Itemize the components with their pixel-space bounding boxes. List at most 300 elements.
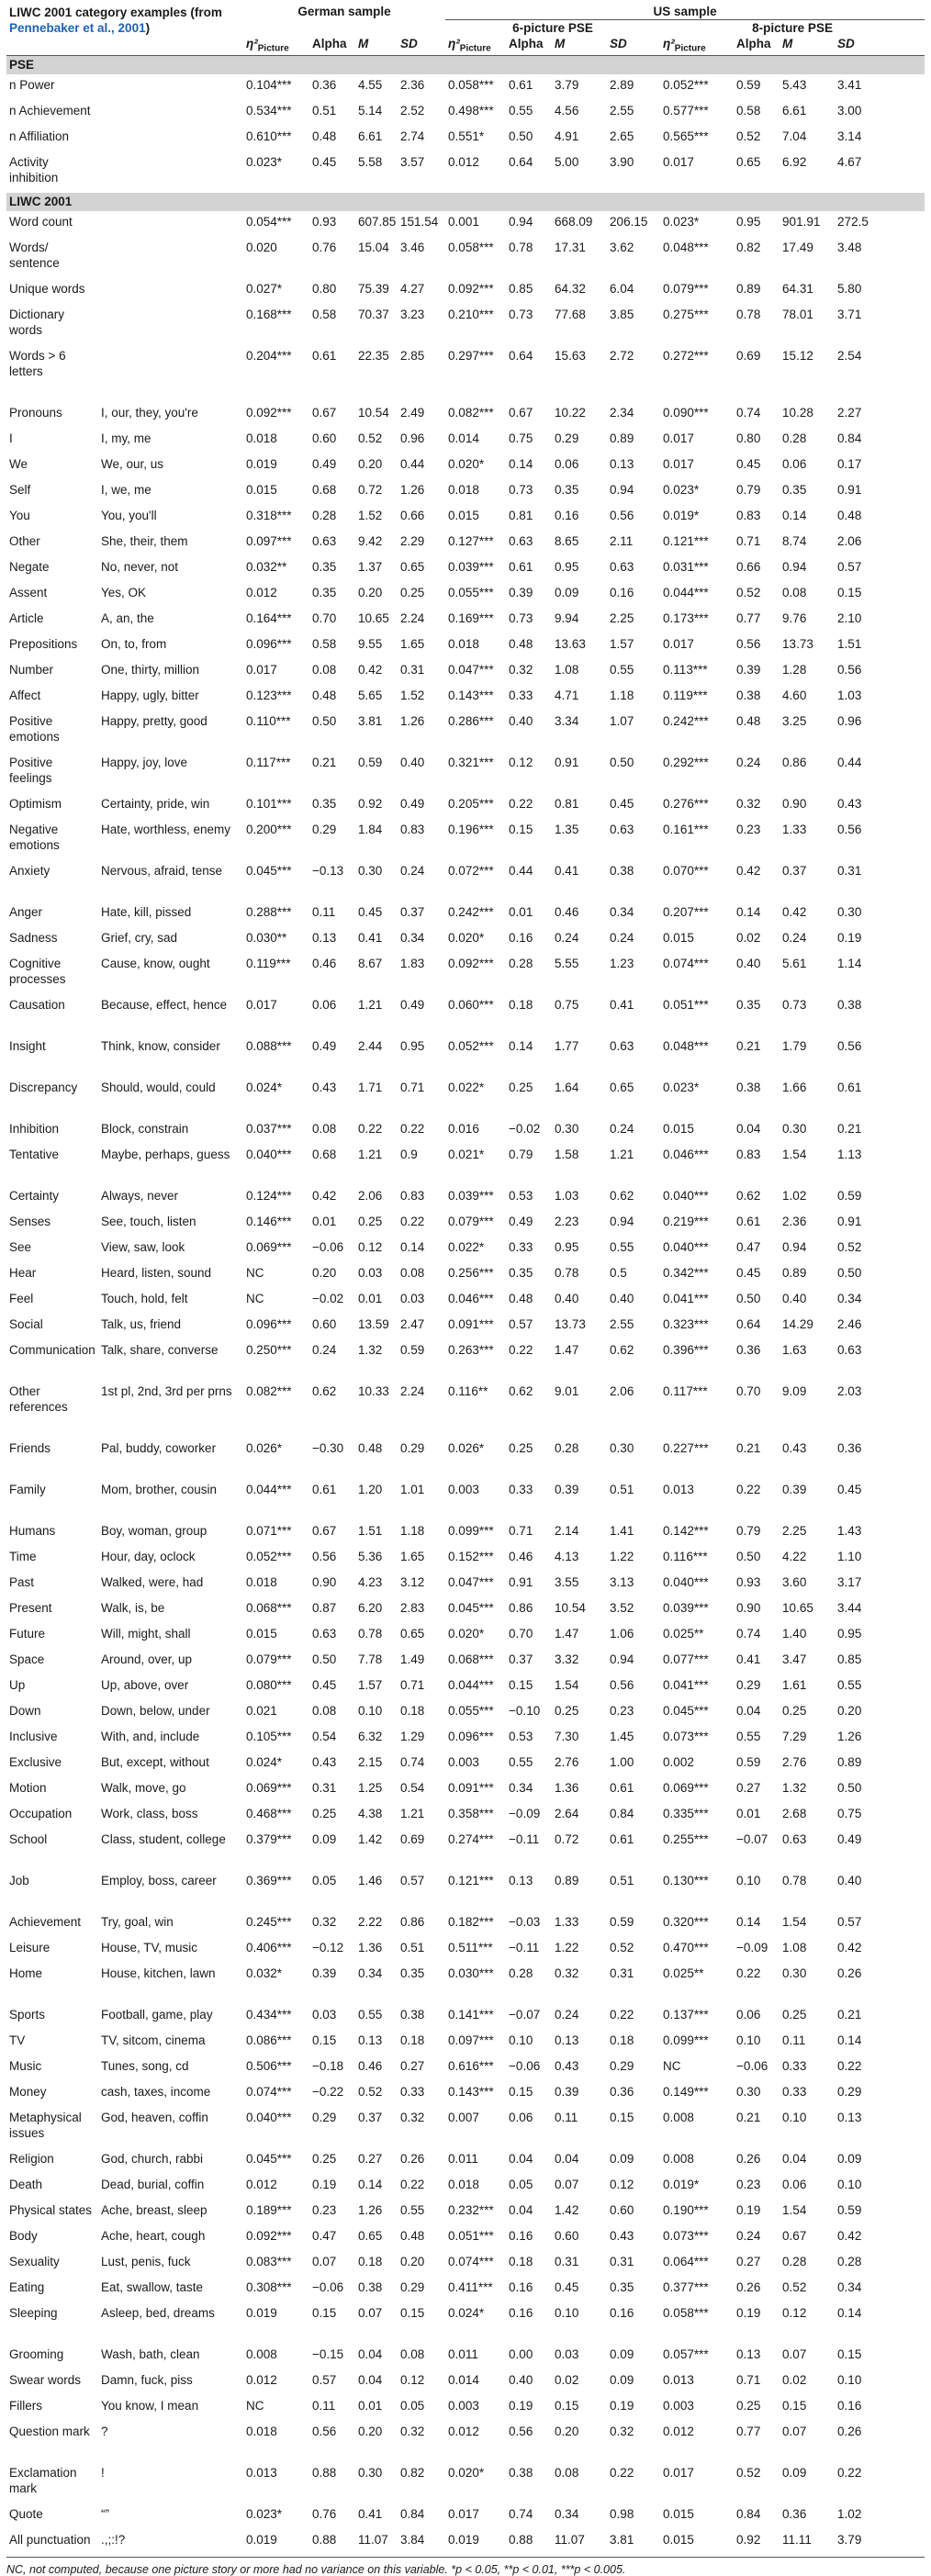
table-cell: 0.84 [400, 2506, 425, 2521]
table-cell: 0.017 [246, 662, 277, 677]
table-cell: 0.93 [736, 1574, 761, 1589]
category-examples [98, 237, 243, 278]
category-examples: I, our, they, you're [101, 405, 198, 420]
table-cell: 0.26 [736, 2151, 761, 2166]
table-row [6, 2302, 925, 2344]
table-row [6, 1726, 925, 1752]
table-cell: 1.29 [400, 1729, 425, 1743]
table-cell: 0.45 [736, 456, 761, 471]
table-cell: 0.04 [509, 2202, 533, 2217]
category-label: Question mark [9, 2424, 90, 2438]
table-cell: 1.52 [358, 508, 383, 522]
table-cell: 0.014 [448, 431, 479, 445]
table-cell: 0.369*** [246, 1873, 292, 1887]
category-label: Money [9, 2084, 47, 2099]
table-cell: 0.15 [837, 2346, 862, 2361]
category-label: Number [9, 662, 54, 677]
table-cell: 3.81 [358, 713, 383, 728]
table-cell: 0.60 [610, 2202, 634, 2217]
table-cell: 0.63 [837, 1342, 862, 1357]
table-cell: 0.068*** [448, 1652, 494, 1666]
table-cell: 0.27 [736, 1780, 761, 1795]
table-cell: 0.318*** [246, 508, 292, 522]
table-cell: 3.55 [555, 1574, 579, 1589]
table-cell: 0.12 [610, 2177, 634, 2191]
category-examples: Wash, bath, clean [101, 2346, 200, 2361]
table-cell: 0.046*** [448, 1291, 494, 1305]
table-cell: 0.14 [736, 904, 761, 919]
table-row [6, 1623, 925, 1649]
table-cell: 0.023* [246, 2506, 283, 2521]
table-cell: 0.22 [610, 2007, 634, 2022]
table-cell: 0.65 [610, 1080, 634, 1094]
table-cell: 0.31 [555, 2254, 579, 2268]
table-cell: 0.81 [555, 796, 579, 811]
table-cell: 0.60 [312, 1316, 337, 1331]
table-cell: 1.71 [358, 1080, 383, 1094]
category-examples [98, 211, 243, 237]
table-cell: 0.04 [358, 2372, 383, 2387]
table-cell: 1.08 [782, 1940, 807, 1954]
table-cell: 0.017 [663, 431, 694, 445]
table-cell: 0.32 [736, 796, 761, 811]
table-cell: 0.20 [358, 456, 383, 471]
table-cell: 1.22 [555, 1940, 579, 1954]
table-cell: 4.55 [358, 77, 383, 92]
table-cell: 0.01 [358, 1291, 383, 1305]
table-cell: 0.16 [610, 2305, 634, 2320]
category-label: Other [9, 533, 40, 548]
table-cell: 0.65 [736, 154, 761, 169]
table-row [6, 1870, 925, 1911]
table-cell: 0.61 [610, 1831, 634, 1846]
category-label: Anger [9, 904, 43, 919]
category-label: Word count [9, 214, 73, 229]
table-row [6, 752, 925, 793]
category-label: Physical states [9, 2202, 93, 2217]
table-cell: 0.39 [555, 2084, 579, 2099]
table-cell: 0.015 [246, 1626, 277, 1641]
table-cell: 0.91 [837, 1214, 862, 1228]
category-examples: Lust, penis, fuck [101, 2254, 191, 2268]
table-cell: 0.32 [509, 662, 533, 677]
table-cell: 0.51 [610, 1482, 634, 1496]
table-cell: 0.008 [663, 2151, 694, 2166]
table-cell: 0.88 [312, 2465, 337, 2480]
table-cell: 1.02 [837, 2506, 862, 2521]
category-examples: I, my, me [101, 431, 151, 445]
category-examples: Happy, joy, love [101, 755, 188, 769]
table-cell: 0.032* [246, 1966, 283, 1980]
table-cell: 0.29 [312, 822, 337, 836]
table-cell: 0.06 [782, 456, 807, 471]
table-cell: 0.57 [509, 1316, 533, 1331]
table-row [6, 1211, 925, 1237]
table-cell: 0.79 [509, 1147, 533, 1161]
table-cell: 0.78 [555, 1265, 579, 1280]
table-cell: 17.49 [782, 240, 813, 254]
category-label: Social [9, 1316, 43, 1331]
table-row [6, 2225, 925, 2251]
table-cell: 1.79 [782, 1038, 807, 1053]
category-examples: But, except, without [101, 1754, 209, 1769]
table-cell: 3.84 [400, 2532, 425, 2547]
table-cell: 0.56 [610, 508, 634, 522]
table-cell: 1.54 [782, 2202, 807, 2217]
category-label: Negative emotions [9, 822, 60, 852]
table-cell: 6.61 [782, 103, 807, 118]
table-cell: 0.65 [400, 559, 425, 574]
table-cell: 2.27 [837, 405, 862, 420]
table-cell: 0.143*** [448, 688, 494, 702]
table-cell: 0.34 [837, 2279, 862, 2294]
category-label: See [9, 1239, 32, 1254]
table-cell: 0.10 [509, 2033, 533, 2047]
table-cell: 0.75 [555, 997, 579, 1012]
table-cell: 5.61 [782, 956, 807, 970]
table-row [6, 2107, 925, 2148]
table-cell: 0.57 [400, 1873, 425, 1887]
table-cell: 0.020* [448, 1626, 485, 1641]
table-row [6, 556, 925, 582]
table-cell: 0.24 [782, 930, 807, 945]
table-cell: 3.60 [782, 1574, 807, 1589]
table-cell: 0.39 [555, 1482, 579, 1496]
table-cell: 2.72 [610, 348, 634, 363]
table-cell: 1.13 [837, 1147, 862, 1161]
table-row [6, 479, 925, 505]
table-cell: 0.396*** [663, 1342, 709, 1357]
table-cell: 4.22 [782, 1549, 807, 1563]
table-cell: 1.26 [837, 1729, 862, 1743]
table-row [6, 1288, 925, 1314]
table-cell: 15.63 [555, 348, 586, 363]
table-cell: 0.017 [663, 154, 694, 169]
table-cell: 3.79 [837, 2532, 862, 2547]
table-cell: 0.47 [312, 2228, 337, 2243]
table-cell: 0.47 [736, 1239, 761, 1254]
table-cell: 1.21 [610, 1147, 634, 1161]
table-cell: 77.68 [555, 307, 586, 321]
table-cell: 0.161*** [663, 822, 709, 836]
table-cell: NC [663, 2058, 681, 2073]
table-cell: 0.59 [358, 755, 383, 769]
table-cell: 0.40 [509, 713, 533, 728]
category-label: Family [9, 1482, 46, 1496]
table-cell: 0.052*** [663, 77, 709, 92]
table-cell: 15.04 [358, 240, 389, 254]
table-row [6, 2251, 925, 2277]
table-cell: 0.003 [448, 2398, 479, 2413]
table-cell: 0.77 [736, 2424, 761, 2438]
table-cell: 0.82 [736, 240, 761, 254]
table-cell: 0.079*** [448, 1214, 494, 1228]
table-cell: 0.007 [448, 2110, 479, 2124]
table-cell: 0.33 [509, 1482, 533, 1496]
table-cell: 0.56 [736, 636, 761, 651]
table-cell: 0.21 [736, 1038, 761, 1053]
table-cell: 0.20 [358, 2424, 383, 2438]
table-cell: 0.15 [509, 2084, 533, 2099]
table-cell: 0.38 [358, 2279, 383, 2294]
table-row [6, 1077, 925, 1118]
table-cell: 0.013 [246, 2465, 277, 2480]
table-cell: 2.06 [610, 1383, 634, 1398]
table-cell: 0.26 [736, 2279, 761, 2294]
table-cell: 2.55 [610, 103, 634, 118]
table-cell: 0.30 [555, 1121, 579, 1136]
table-cell: 1.06 [610, 1626, 634, 1641]
table-cell: 0.12 [400, 2372, 425, 2387]
table-cell: 1.21 [358, 1147, 383, 1161]
table-cell: 0.077*** [663, 1652, 709, 1666]
table-cell: 9.01 [555, 1383, 579, 1398]
table-cell: 0.040*** [663, 1239, 709, 1254]
table-cell: 0.011 [448, 2151, 478, 2166]
table-cell: 0.275*** [663, 307, 709, 321]
table-cell: 0.019 [246, 2305, 277, 2320]
table-cell: 0.37 [509, 1652, 533, 1666]
table-cell: 1.23 [610, 956, 634, 970]
table-cell: 0.13 [509, 1873, 533, 1887]
table-cell: 8.67 [358, 956, 383, 970]
table-cell: 0.50 [312, 1652, 337, 1666]
table-cell: 0.116*** [663, 1549, 708, 1563]
table-cell: 0.19 [610, 2398, 634, 2413]
table-cell: 0.61 [509, 559, 533, 574]
table-cell: 1.20 [358, 1482, 383, 1496]
table-cell: NC [246, 2398, 264, 2413]
table-cell: 4.67 [837, 154, 862, 169]
table-cell: 0.15 [782, 2398, 807, 2413]
table-cell: 0.20 [400, 2254, 425, 2268]
table-cell: 0.045*** [663, 1703, 709, 1718]
table-cell: 0.30 [610, 1440, 634, 1455]
table-cell: 0.219*** [663, 1214, 709, 1228]
table-cell: 0.90 [736, 1600, 761, 1615]
table-cell: 0.65 [358, 2228, 383, 2243]
table-cell: −0.11 [509, 1831, 540, 1846]
table-cell: 0.61 [312, 348, 337, 363]
table-cell: 0.164*** [246, 610, 292, 625]
table-cell: 0.14 [736, 1914, 761, 1929]
table-cell: 1.45 [610, 1729, 634, 1743]
table-cell: −0.15 [312, 2346, 344, 2361]
table-cell: 0.35 [610, 2279, 634, 2294]
table-cell: 0.22 [736, 1482, 761, 1496]
category-label: Home [9, 1966, 43, 1980]
table-cell: 70.37 [358, 307, 389, 321]
table-row [6, 1597, 925, 1623]
category-label: We [9, 456, 28, 471]
table-cell: 0.71 [509, 1523, 533, 1538]
table-cell: 0.38 [736, 688, 761, 702]
table-cell: 0.052*** [246, 1549, 292, 1563]
table-cell: 0.22 [400, 2177, 425, 2191]
table-row [6, 2081, 925, 2107]
table-cell: 7.04 [782, 129, 807, 143]
table-cell: 0.017 [663, 636, 694, 651]
table-cell: 0.10 [837, 2372, 862, 2387]
table-cell: 206.15 [610, 214, 648, 229]
table-cell: 1.57 [358, 1677, 383, 1692]
table-cell: 10.65 [782, 1600, 813, 1615]
table-cell: 0.25 [782, 1703, 807, 1718]
table-cell: 0.34 [837, 1291, 862, 1305]
table-cell: 0.14 [837, 2033, 862, 2047]
table-row [6, 505, 925, 531]
table-cell: 0.11 [555, 2110, 578, 2124]
table-row [6, 711, 925, 752]
table-cell: 0.03 [400, 1291, 425, 1305]
table-row [6, 1118, 925, 1144]
table-cell: 0.021 [246, 1703, 277, 1718]
table-row [6, 1829, 925, 1870]
table-cell: 3.25 [782, 713, 807, 728]
table-cell: NC [246, 1291, 264, 1305]
table-cell: 1.41 [610, 1523, 634, 1538]
table-cell: 0.26 [837, 2424, 862, 2438]
table-cell: 0.59 [610, 1914, 634, 1929]
table-cell: 0.73 [782, 997, 807, 1012]
category-label: Up [9, 1677, 26, 1692]
table-cell: −0.07 [736, 1831, 768, 1846]
table-cell: 0.015 [663, 2532, 694, 2547]
table-cell: 0.34 [610, 904, 634, 919]
table-cell: 0.09 [312, 1831, 337, 1846]
table-cell: 5.65 [358, 688, 383, 702]
table-cell: 0.097*** [448, 2033, 494, 2047]
table-cell: 0.052*** [448, 1038, 494, 1053]
category-examples: Walk, move, go [101, 1780, 186, 1795]
table-cell: 0.90 [782, 796, 807, 811]
table-cell: 0.09 [837, 2151, 862, 2166]
table-cell: 0.047*** [448, 1574, 494, 1589]
table-cell: 0.020* [448, 456, 485, 471]
table-cell: 0.04 [358, 2346, 383, 2361]
table-cell: 0.62 [736, 1188, 761, 1203]
table-cell: 4.23 [358, 1574, 383, 1589]
table-cell: 0.019 [448, 2532, 479, 2547]
table-cell: 8.74 [782, 533, 807, 548]
table-cell: 1.42 [555, 2202, 579, 2217]
category-examples: Because, effect, hence [101, 997, 228, 1012]
table-cell: 0.15 [610, 2110, 634, 2124]
citation-link[interactable]: Pennebaker et al., 2001 [9, 21, 146, 35]
table-cell: 0.59 [400, 1342, 425, 1357]
table-cell: 0.48 [509, 1291, 533, 1305]
category-label: Time [9, 1549, 37, 1563]
table-cell: 0.40 [736, 956, 761, 970]
category-label: Optimism [9, 796, 62, 811]
table-cell: 0.274*** [448, 1831, 494, 1846]
table-cell: −0.22 [312, 2084, 344, 2099]
table-cell: 0.13 [610, 456, 634, 471]
category-examples: No, never, not [101, 559, 179, 574]
category-examples: Always, never [101, 1188, 179, 1203]
table-cell: 0.74 [736, 1626, 761, 1641]
table-cell: 0.272*** [663, 348, 709, 363]
table-cell: 0.045*** [448, 1600, 494, 1615]
table-cell: −0.09 [736, 1940, 768, 1954]
table-cell: 6.61 [358, 129, 383, 143]
header-eta-squared [243, 36, 309, 55]
table-cell: 1.02 [782, 1188, 807, 1203]
category-examples: Walked, were, had [101, 1574, 204, 1589]
eta-symbol: η² [246, 37, 258, 50]
table-cell: 0.95 [736, 214, 761, 229]
table-cell: 0.189*** [246, 2202, 292, 2217]
table-row [6, 902, 925, 927]
table-cell: 0.101*** [246, 796, 292, 811]
table-row [6, 126, 925, 151]
table-cell: 0.22 [610, 2465, 634, 2480]
table-row [6, 1649, 925, 1674]
table-cell: 0.040*** [663, 1188, 709, 1203]
table-cell: 0.017 [663, 456, 694, 471]
table-cell: 0.50 [837, 1780, 862, 1795]
category-label: Grooming [9, 2346, 64, 2361]
table-cell: 0.024* [246, 1754, 283, 1769]
table-cell: 1.00 [610, 1754, 634, 1769]
table-cell: 0.29 [400, 1440, 425, 1455]
table-cell: 0.86 [782, 755, 807, 769]
table-cell: 1.40 [782, 1626, 807, 1641]
table-cell: 4.27 [400, 281, 425, 296]
category-label: Negate [9, 559, 50, 574]
table-cell: 0.01 [509, 904, 533, 919]
table-cell: 0.88 [509, 2532, 533, 2547]
table-cell: 0.577*** [663, 103, 709, 118]
table-cell: 0.23 [610, 1703, 634, 1718]
category-examples: ? [101, 2424, 108, 2438]
category-label: Friends [9, 1440, 51, 1455]
table-cell: 0.50 [736, 1549, 761, 1563]
table-cell: 1.28 [782, 662, 807, 677]
table-cell: 0.78 [509, 240, 533, 254]
table-cell: 2.76 [555, 1754, 579, 1769]
table-cell: 0.42 [837, 2228, 862, 2243]
table-cell: 7.29 [782, 1729, 807, 1743]
table-cell: 0.137*** [663, 2007, 709, 2022]
table-cell: 0.25 [509, 1080, 533, 1094]
table-row [6, 1479, 925, 1520]
table-cell: 64.32 [555, 281, 586, 296]
table-cell: 0.33 [509, 688, 533, 702]
table-cell: 0.29 [555, 431, 579, 445]
table-cell: 0.28 [312, 508, 337, 522]
table-cell: 0.36 [736, 1342, 761, 1357]
category-examples: I, we, me [101, 482, 151, 497]
table-row [6, 819, 925, 860]
table-cell: 0.42 [358, 662, 383, 677]
table-cell: 0.003 [448, 1754, 479, 1769]
table-cell: 0.73 [509, 610, 533, 625]
table-cell: 0.39 [312, 1966, 337, 1980]
table-cell: 4.56 [555, 103, 579, 118]
table-cell: 0.182*** [448, 1914, 494, 1929]
table-cell: 1.21 [400, 1806, 425, 1820]
table-cell: 0.205*** [448, 796, 494, 811]
eta-symbol: η² [448, 37, 460, 50]
table-cell: 0.008 [663, 2110, 694, 2124]
table-cell: 2.54 [837, 348, 862, 363]
table-cell: 0.56 [837, 822, 862, 836]
table-cell: 0.48 [837, 508, 862, 522]
table-cell: 0.91 [837, 482, 862, 497]
table-cell: 0.94 [610, 482, 634, 497]
table-cell: 1.84 [358, 822, 383, 836]
